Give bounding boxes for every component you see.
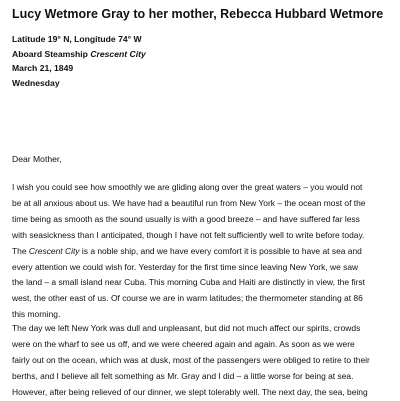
salutation: Dear Mother, bbox=[12, 154, 62, 164]
text-line: berths, and I believe all felt something as Mr. Gray and I did – a little worse for being at sea. bbox=[12, 370, 354, 381]
location-line: Latitude 19° N, Longitude 74° W bbox=[12, 34, 142, 44]
text-line: be at all anxious about us. We have had a beautiful run from New York – the ocean most of the bbox=[12, 197, 366, 208]
ship-prefix: Aboard Steamship bbox=[12, 48, 88, 59]
letter-title: Lucy Wetmore Gray to her mother, Rebecca Hubbard Wetmore bbox=[12, 7, 384, 21]
ship-line bbox=[12, 47, 392, 62]
paragraph-2 bbox=[12, 321, 396, 401]
text-line: The day we left New York was dull and unpleasant, but did not much affect our spirits, crowds bbox=[12, 323, 361, 333]
text-line: the land – a small island near Cuba. This morning Cuba and Haiti are distinctly in view, the first bbox=[12, 277, 365, 288]
weekday-line: Wednesday bbox=[12, 78, 60, 89]
text-segment: The bbox=[12, 245, 29, 256]
text-line: I wish you could see how smoothly we are gliding along over the great waters – you would not bbox=[12, 182, 363, 192]
text-line: fairly out on the ocean, which was at dusk, most of the passengers were obliged to retire to their bbox=[12, 354, 370, 365]
ship-name-inline: Crescent City bbox=[28, 245, 80, 256]
text-line: were on the wharf to see us off, and we were cheered again and again. As soon as we were bbox=[12, 338, 355, 349]
text-line: this morning. bbox=[12, 309, 61, 320]
text-segment: is a noble ship, and we have every comfort it is possible to have at sea and bbox=[79, 245, 362, 256]
paragraph-1 bbox=[12, 180, 396, 323]
text-line: every attention we could wish for. Yesterday for the first time since leaving New York, we saw bbox=[12, 261, 359, 272]
text-line: west, the other east of us. Of course we are in warm latitudes; the thermometer standing at 86 bbox=[12, 293, 363, 304]
date-line: March 21, 1849 bbox=[12, 63, 74, 74]
text-line: However, after being relieved of our dinner, we slept tolerably well. The next day, the sea, being bbox=[12, 386, 368, 397]
text-line: with seasickness than I anticipated, though I have not felt sufficiently well to write before today. bbox=[12, 229, 365, 240]
text-line bbox=[12, 244, 396, 260]
text-line: time being as smooth as the sound usually is with a good breeze – and have suffered far less bbox=[12, 213, 360, 224]
letter-heading bbox=[12, 32, 392, 91]
ship-name: Crescent City bbox=[90, 48, 146, 59]
